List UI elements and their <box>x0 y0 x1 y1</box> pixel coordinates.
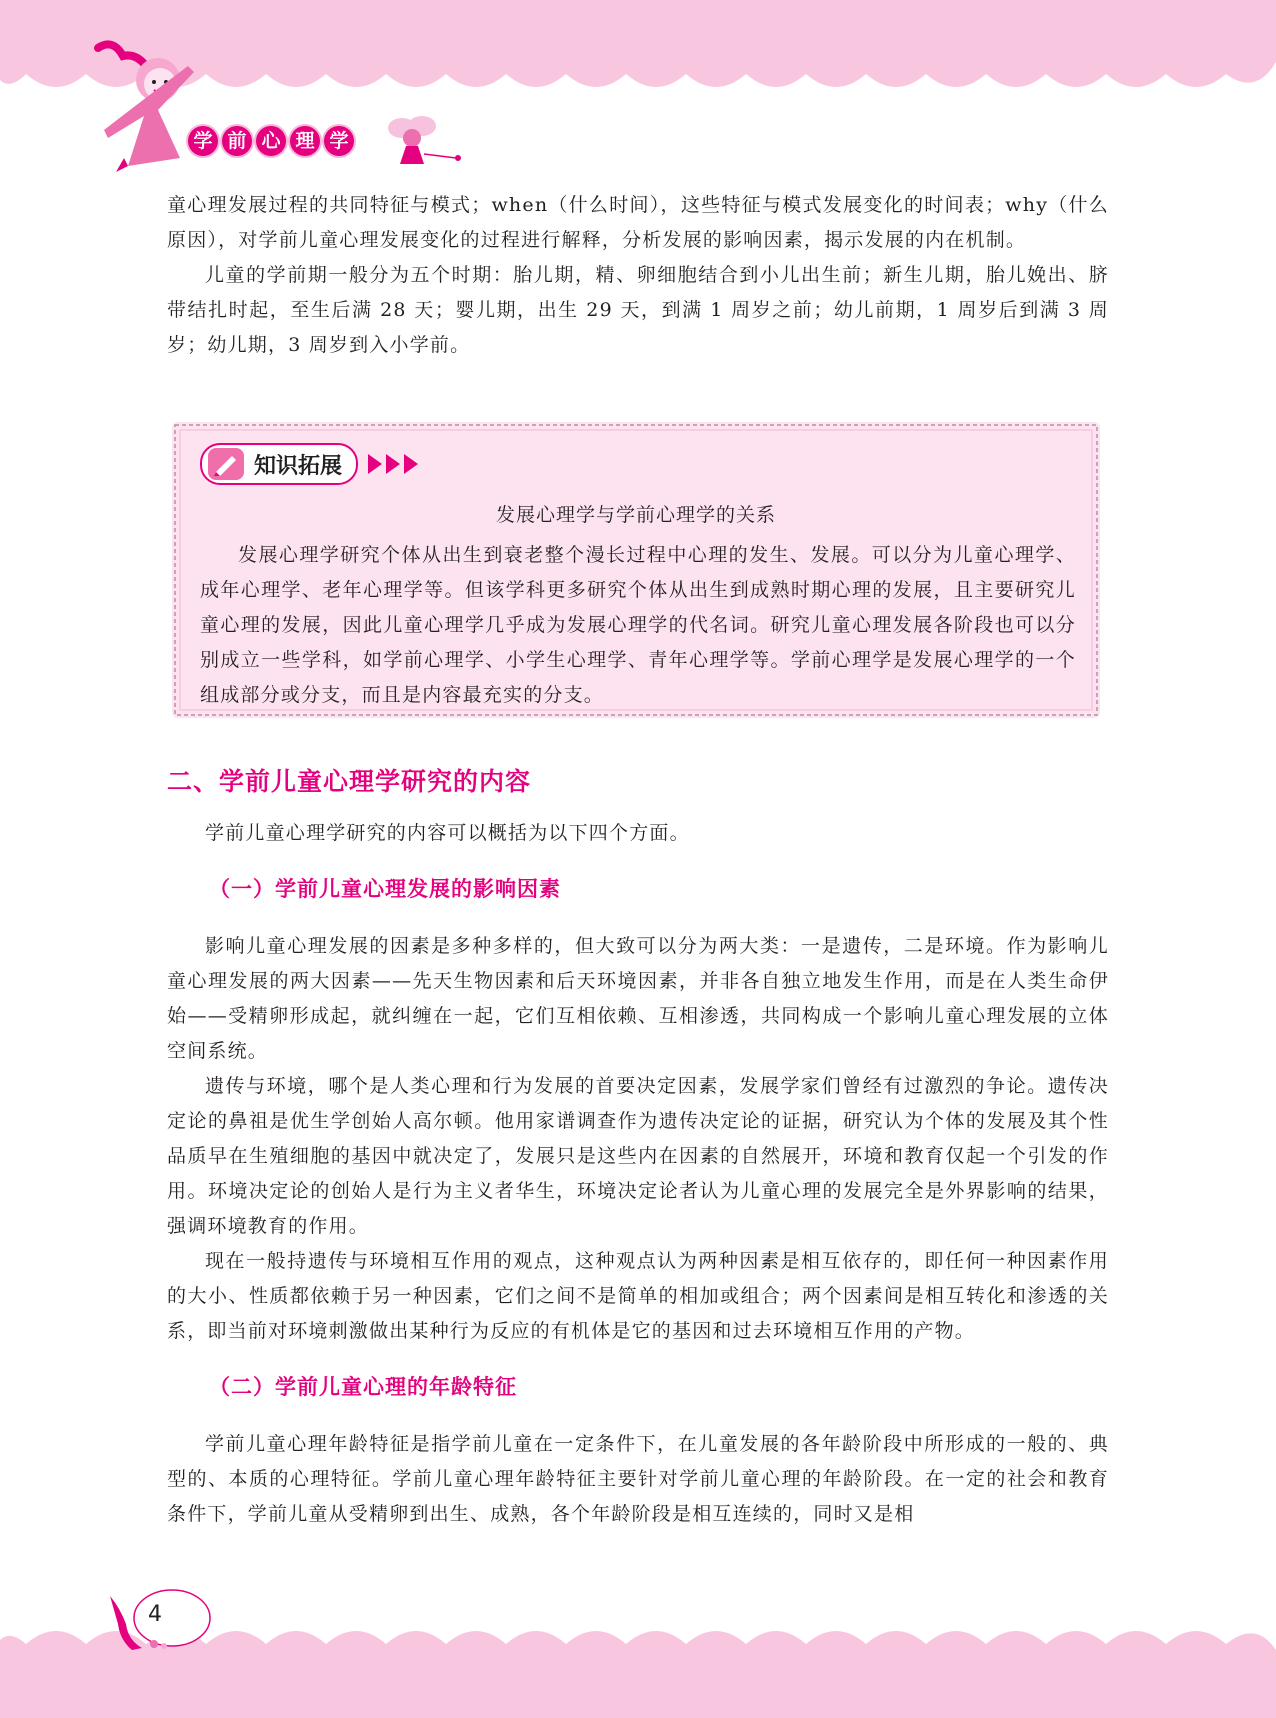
box-paragraph: 发展心理学研究个体从出生到衰老整个漫长过程中心理的发生、发展。可以分为儿童心理学、成年心理学、老年心理学等。但该学科更多研究个体从出生到成熟时期心理的发展，且主要研究儿童心理的发展，因此儿童心理学几乎成为发展心理学的代名词。研究儿童心理发展各阶段也可以分别成立一些学科，如学前心理学、小学生心理学、青年心理学等。学前心理学是发展心理学的一个组成部分或分支，而且是内容最充实的分支。 <box>200 544 1076 706</box>
book-title-char: 学 <box>324 126 354 156</box>
book-title-char: 学 <box>188 126 218 156</box>
paragraph: 学前儿童心理年龄特征是指学前儿童在一定条件下，在儿童发展的各年龄阶段中所形成的一般的、典型的、本质的心理特征。学前儿童心理年龄特征主要针对学前儿童心理的年龄阶段。在一定的社会和教育条件下，学前儿童从受精卵到出生、成熟，各个年龄阶段是相互连续的，同时又是相 <box>167 1433 1109 1525</box>
page-number-badge <box>106 1584 216 1654</box>
box-title: 发展心理学与学前心理学的关系 <box>495 504 776 526</box>
book-title-char: 心 <box>256 126 286 156</box>
knowledge-expansion-box <box>172 422 1100 718</box>
book-title <box>188 126 354 156</box>
page-number: 4 <box>148 1602 162 1627</box>
paragraph: 童心理发展过程的共同特征与模式；when（什么时间），这些特征与模式发展变化的时间表；why（什么原因），对学前儿童心理发展变化的过程进行解释，分析发展的影响因素，揭示发展的内在机制。 <box>167 194 1109 251</box>
badge-pill <box>200 443 358 485</box>
book-title-char: 理 <box>290 126 320 156</box>
badge-label: 知识拓展 <box>254 453 343 479</box>
book-title-char: 前 <box>222 126 252 156</box>
pencil-icon <box>206 446 246 482</box>
paragraph: 现在一般持遗传与环境相互作用的观点，这种观点认为两种因素是相互依存的，即任何一种因素作用的大小、性质都依赖于另一种因素，它们之间不是简单的相加或组合；两个因素间是相互转化和渗透的关系，即当前对环境刺激做出某种行为反应的有机体是它的基因和过去环境相互作用的产物。 <box>167 1250 1109 1342</box>
paragraph: 影响儿童心理发展的因素是多种多样的，但大致可以分为两大类：一是遗传，二是环境。作为影响儿童心理发展的两大因素——先天生物因素和后天环境因素，并非各自独立地发生作用，而是在人类生命伊始——受精卵形成起，就纠缠在一起，它们互相依赖、互相渗透，共同构成一个影响儿童心理发展的立体空间系统。 <box>167 935 1109 1062</box>
triple-arrow-icon <box>366 452 420 476</box>
section-intro: 学前儿童心理学研究的内容可以概括为以下四个方面。 <box>205 822 690 844</box>
section2-content <box>167 816 1109 1532</box>
subsection-heading: （一）学前儿童心理发展的影响因素 <box>209 877 561 901</box>
subsection-heading: （二）学前儿童心理的年龄特征 <box>209 1375 517 1399</box>
knowledge-badge <box>200 444 420 484</box>
section-heading: 二、学前儿童心理学研究的内容 <box>167 767 532 796</box>
fairy-icon <box>372 108 462 170</box>
intro-text <box>167 188 1109 363</box>
paragraph: 遗传与环境，哪个是人类心理和行为发展的首要决定因素，发展学家们曾经有过激烈的争论。遗传决定论的鼻祖是优生学创始人高尔顿。他用家谱调查作为遗传决定论的证据，研究认为个体的发展及其个性品质早在生殖细胞的基因中就决定了，发展只是这些内在因素的自然展开，环境和教育仅起一个引发的作用。环境决定论的创始人是行为主义者华生，环境决定论者认为儿童心理的发展完全是外界影响的结果，强调环境教育的作用。 <box>167 1075 1109 1237</box>
paragraph: 儿童的学前期一般分为五个时期：胎儿期，精、卵细胞结合到小儿出生前；新生儿期，胎儿娩出、脐带结扎时起，至生后满 28 天；婴儿期，出生 29 天，到满 1 周岁之前；幼儿前期，1 周岁后到满 3 周岁；幼儿期，3 周岁到入小学前。 <box>167 264 1109 356</box>
